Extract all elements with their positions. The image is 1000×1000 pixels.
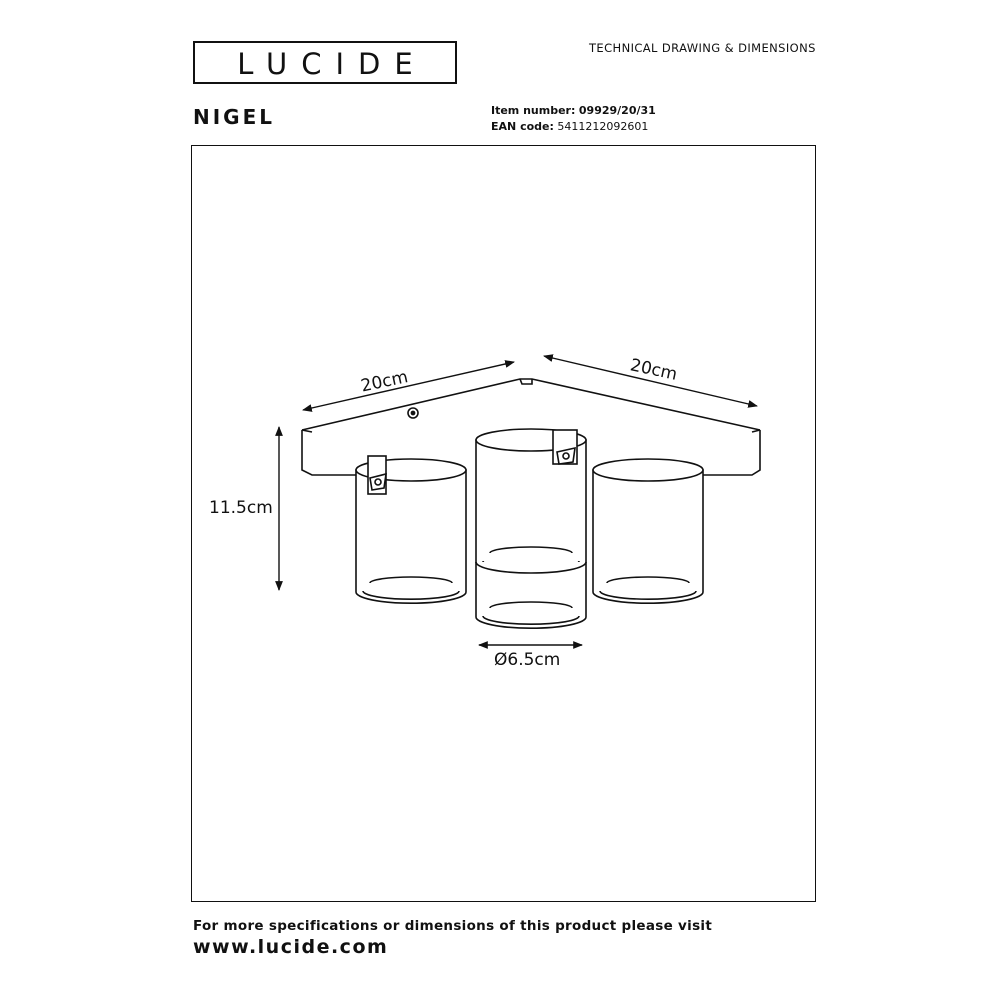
- spot-left: [356, 456, 466, 603]
- diameter-label: Ø6.5cm: [494, 650, 561, 670]
- product-name: NIGEL: [193, 105, 276, 129]
- spot-right: [593, 459, 703, 603]
- spot-back: [476, 429, 586, 573]
- spot-front: [476, 562, 586, 628]
- brand-logo-text: LUCIDE: [237, 47, 427, 81]
- footer-url[interactable]: www.lucide.com: [193, 936, 389, 958]
- depth-label: 20cm: [628, 355, 679, 385]
- document-type: TECHNICAL DRAWING & DIMENSIONS: [589, 41, 816, 55]
- item-number-label: Item number:: [491, 104, 576, 117]
- footer-note: For more specifications or dimensions of this product please visit: [193, 918, 713, 934]
- width-label: 20cm: [359, 367, 410, 397]
- height-label: 11.5cm: [209, 498, 273, 518]
- item-number-value: 09929/20/31: [578, 104, 656, 117]
- ean-label: EAN code:: [491, 120, 554, 133]
- ean-value: 5411212092601: [557, 120, 649, 133]
